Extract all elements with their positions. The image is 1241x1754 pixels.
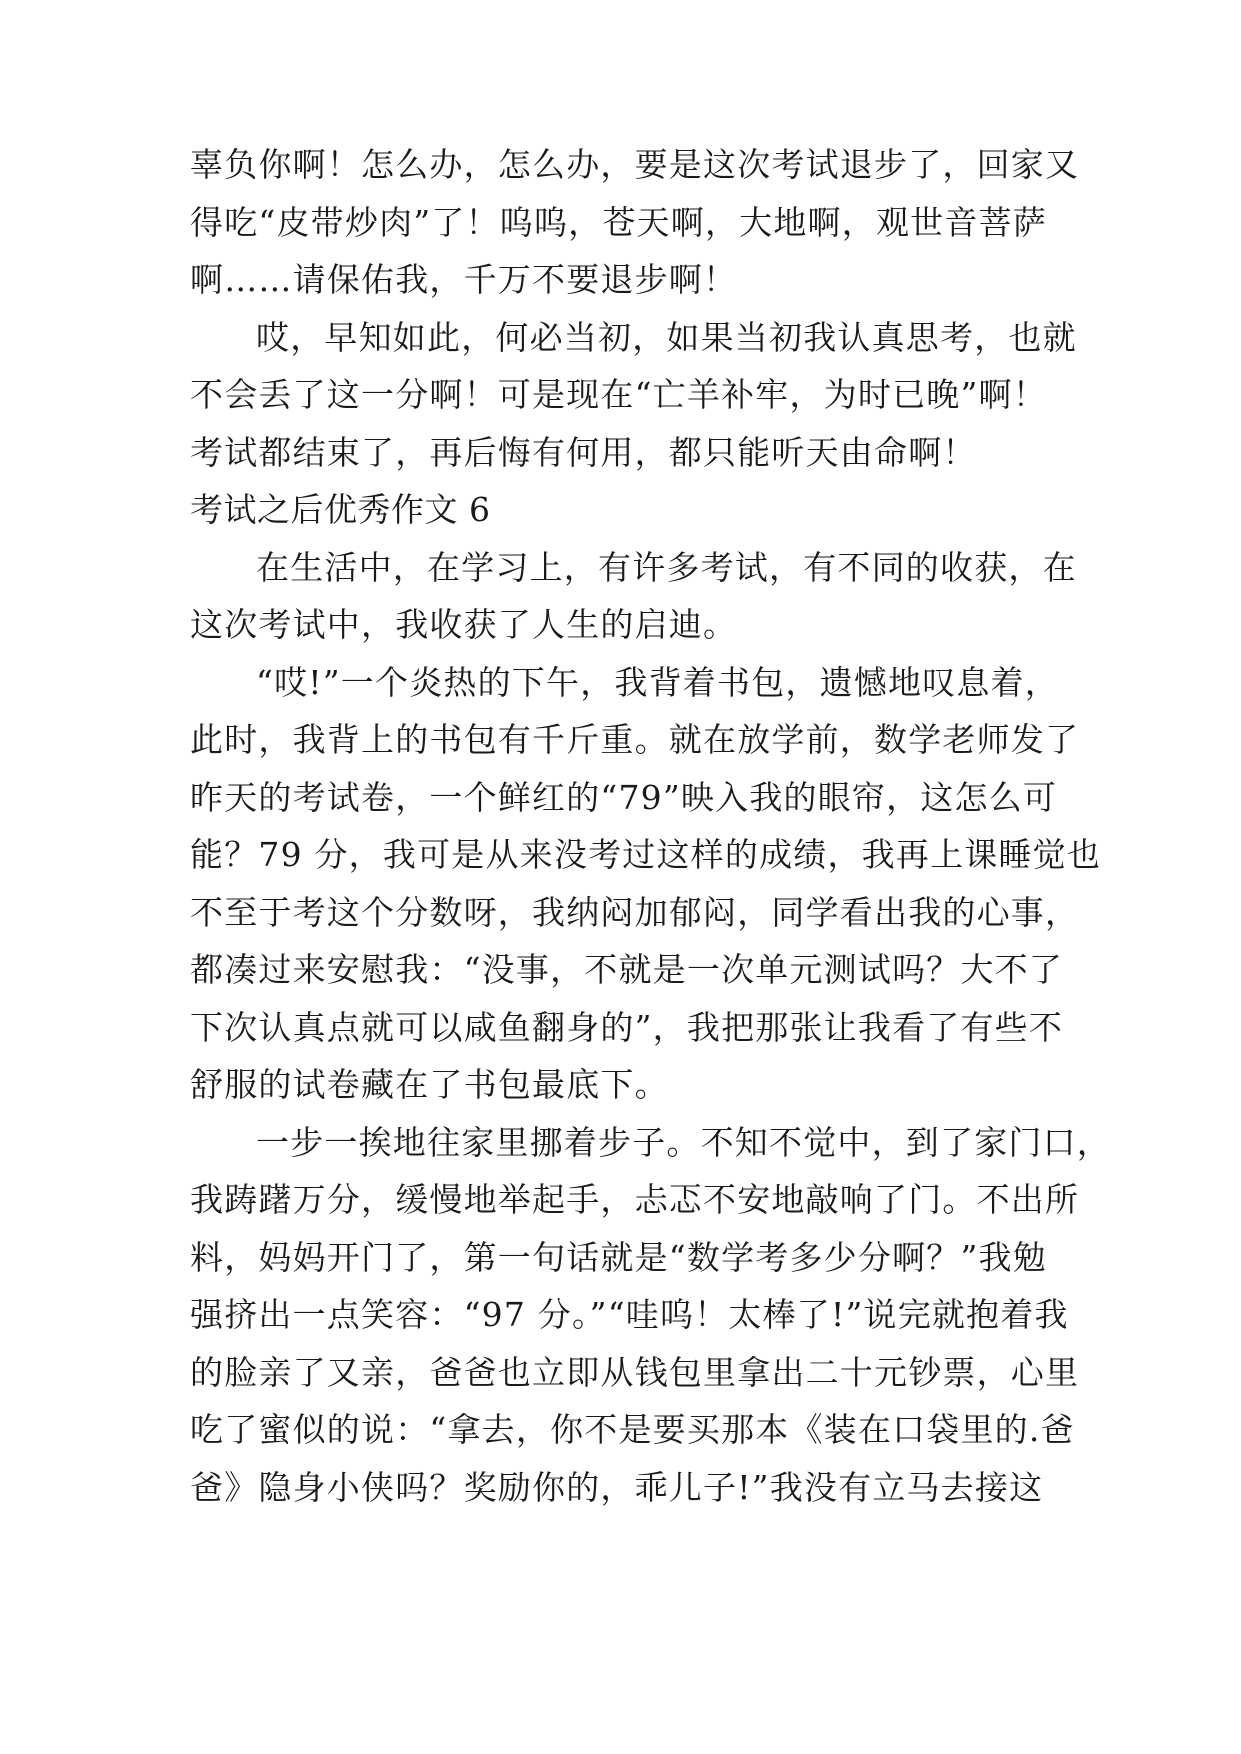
- paragraph: [190, 136, 1080, 309]
- text-line: 得吃“皮带炒肉”了！呜呜，苍天啊，大地啊，观世音菩萨: [190, 202, 1047, 242]
- text-line: 我踌躇万分，缓慢地举起手，忐忑不安地敲响了门。不出所: [190, 1180, 1080, 1219]
- text-line: 辜负你啊！怎么办，怎么办，要是这次考试退步了，回家又: [190, 145, 1080, 184]
- text-line: 强挤出一点笑容：“97 分。”“哇呜！太棒了!”说完就抱着我: [190, 1295, 1069, 1334]
- text-line: 考试都结束了，再后悔有何用，都只能听天由命啊！: [190, 432, 977, 472]
- text-line: 爸》隐身小侠吗？奖励你的，乖儿子!”我没有立马去接这: [190, 1467, 1044, 1507]
- essay-body: [190, 136, 1111, 1516]
- text-line: 不至于考这个分数呀，我纳闷加郁闷，同学看出我的心事，: [190, 892, 1080, 932]
- paragraph: [190, 654, 1102, 1114]
- text-line: 都凑过来安慰我：“没事，不就是一次单元测试吗？大不了: [190, 950, 1064, 989]
- text-line: “哎!”一个炎热的下午，我背着书包，遗憾地叹息着，: [256, 662, 1060, 702]
- text-line: 啊……请保佑我，千万不要退步啊！: [190, 260, 738, 299]
- text-line: 料，妈妈开门了，第一句话就是“数学考多少分啊？”我勉: [190, 1237, 1047, 1277]
- text-line: 此时，我背上的书包有千斤重。就在放学前，数学老师发了: [190, 720, 1080, 759]
- text-line: 舒服的试卷藏在了书包最底下。: [190, 1065, 669, 1104]
- text-line: 在生活中，在学习上，有许多考试，有不同的收获，在: [256, 547, 1077, 587]
- paragraph: [190, 1114, 1111, 1517]
- text-line: 一步一挨地往家里挪着步子。不知不觉中，到了家门口，: [256, 1122, 1111, 1162]
- text-line: 能？79 分，我可是从来没考过这样的成绩，我再上课睡觉也: [190, 835, 1102, 874]
- section-heading: [190, 481, 1070, 539]
- text-line: 不会丢了这一分啊！可是现在“亡羊补牢，为时已晚”啊！: [190, 375, 1047, 414]
- text-line: 这次考试中，我收获了人生的启迪。: [190, 605, 738, 644]
- heading-text: 考试之后优秀作文 6: [190, 490, 491, 529]
- paragraph: [190, 309, 1077, 482]
- text-line: 吃了蜜似的说：“拿去，你不是要买那本《装在口袋里的.爸: [190, 1410, 1075, 1449]
- text-line: 的脸亲了又亲，爸爸也立即从钱包里拿出二十元钞票，心里: [190, 1352, 1080, 1392]
- text-line: 昨天的考试卷，一个鲜红的“79”映入我的眼帘，这怎么可: [190, 777, 1058, 817]
- text-line: 哎，早知如此，何必当初，如果当初我认真思考，也就: [256, 317, 1077, 357]
- text-line: 下次认真点就可以咸鱼翻身的”，我把那张让我看了有些不: [190, 1007, 1064, 1047]
- paragraph: [190, 539, 1077, 654]
